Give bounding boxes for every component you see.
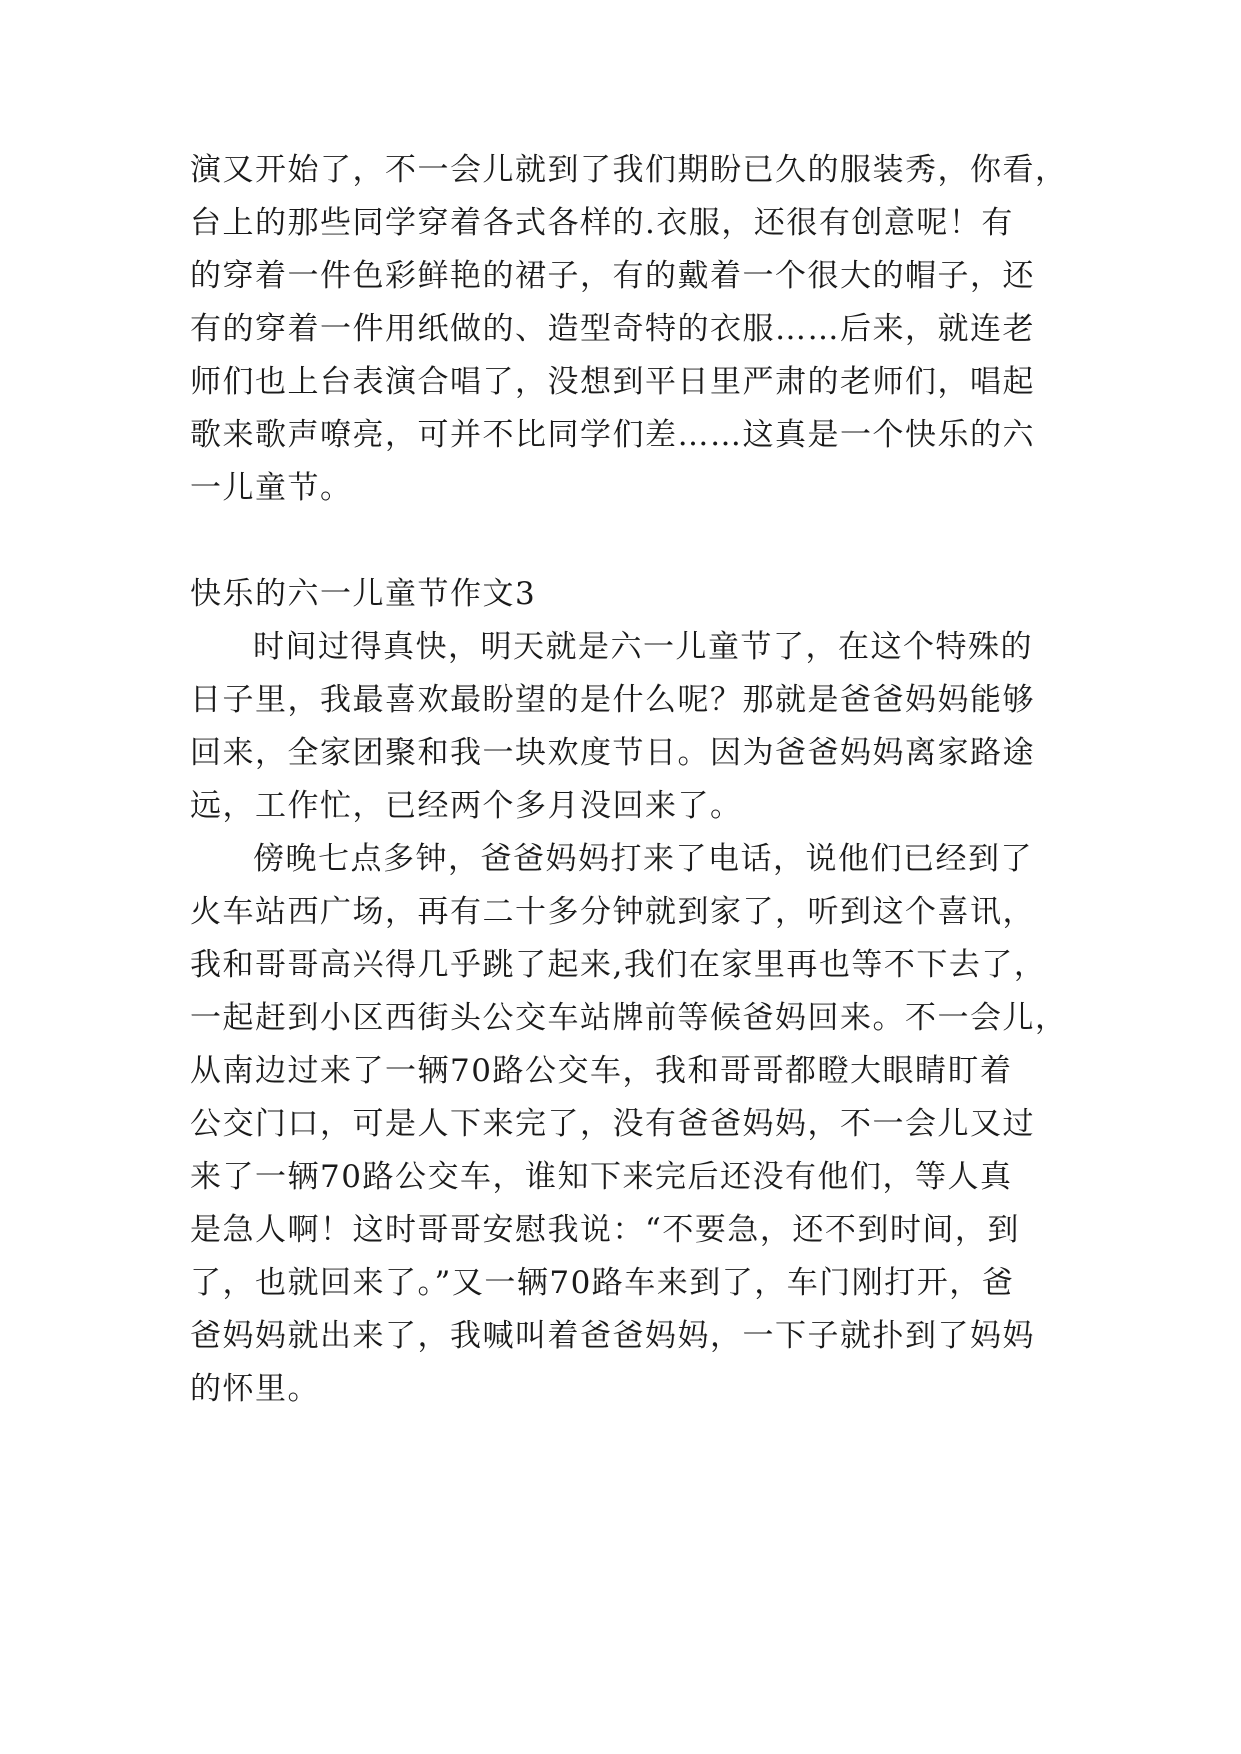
paragraph-line: 师们也上台表演合唱了，没想到平日里严肃的老师们，唱起 [190,364,1035,400]
paragraph-line: 我和哥哥高兴得几乎跳了起来,我们在家里再也等不下去了， [190,947,1047,983]
paragraph-line: 歌来歌声嘹亮，可并不比同学们差……这真是一个快乐的六 [190,417,1035,453]
paragraph-line: 的穿着一件色彩鲜艳的裙子，有的戴着一个很大的帽子，还 [190,258,1035,294]
paragraph-line: 回来，全家团聚和我一块欢度节日。因为爸爸妈妈离家路途 [190,735,1035,771]
paragraph-line: 了，也就回来了。”又一辆70路车来到了，车门刚打开，爸 [190,1265,1015,1301]
paragraph-line: 一儿童节。 [190,470,353,506]
paragraph-line: 傍晚七点多钟，爸爸妈妈打来了电话，说他们已经到了 [253,841,1033,877]
paragraph-line: 来了一辆70路公交车，谁知下来完后还没有他们，等人真 [190,1159,1013,1195]
paragraph-line: 日子里，我最喜欢最盼望的是什么呢？那就是爸爸妈妈能够 [190,682,1035,718]
paragraph-line: 时间过得真快，明天就是六一儿童节了，在这个特殊的 [253,629,1033,665]
paragraph-line: 是急人啊！这时哥哥安慰我说：“不要急，还不到时间，到 [190,1212,1020,1248]
paragraph-line: 火车站西广场，再有二十多分钟就到家了，听到这个喜讯， [190,894,1035,930]
section-title: 快乐的六一儿童节作文3 [190,576,537,612]
paragraph-line: 演又开始了，不一会儿就到了我们期盼已久的服装秀，你看， [190,152,1068,188]
paragraph-line: 一起赶到小区西街头公交车站牌前等候爸妈回来。不一会儿， [190,1000,1068,1036]
paragraph-line: 爸妈妈就出来了，我喊叫着爸爸妈妈，一下子就扑到了妈妈 [190,1318,1035,1354]
paragraph-line: 台上的那些同学穿着各式各样的.衣服，还很有创意呢！有 [190,205,1014,241]
paragraph-line: 远，工作忙，已经两个多月没回来了。 [190,788,743,824]
paragraph-line: 的怀里。 [190,1371,320,1407]
paragraph-line: 公交门口，可是人下来完了，没有爸爸妈妈，不一会儿又过 [190,1106,1035,1142]
paragraph-line: 从南边过来了一辆70路公交车，我和哥哥都瞪大眼睛盯着 [190,1053,1013,1089]
paragraph-line: 有的穿着一件用纸做的、造型奇特的衣服……后来，就连老 [190,311,1035,347]
